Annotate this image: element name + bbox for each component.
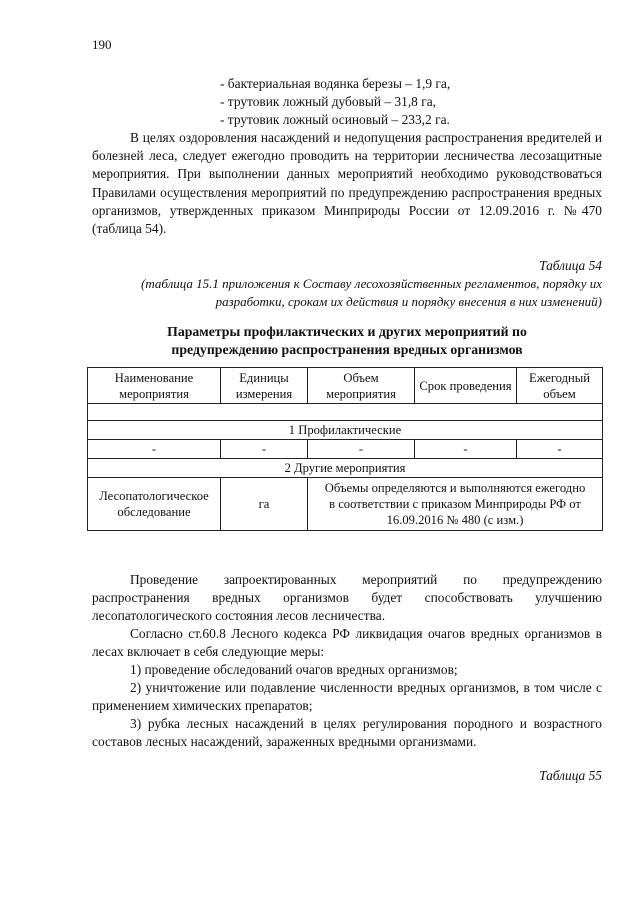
table-cell: - [88, 440, 221, 459]
spacer-cell [88, 404, 603, 421]
table54-title-line2: предупреждению распространения вредных организмов [171, 342, 523, 357]
table54-title-line1: Параметры профилактических и других мероприятий по [167, 324, 527, 339]
list-item: - бактериальная водянка березы – 1,9 га, [220, 76, 451, 91]
header-cell: Единицы измерения [221, 368, 308, 404]
section-row [88, 421, 603, 440]
table-header-row [88, 368, 603, 404]
table-cell: - [415, 440, 517, 459]
list-item: - трутовик ложный осиновый – 233,2 га. [220, 112, 450, 128]
table54-note: (таблица 15.1 приложения к Составу лесохозяйственных регламентов, порядку их разработки, срокам их действия и порядку внесения в них изменений) [141, 276, 602, 309]
table55-label: Таблица 55 [539, 768, 602, 783]
measure-item: 3) рубка лесных насаждений в целях регулирования породного и возрастного составов лесных насаждений, зараженных вредными организмами. [92, 716, 602, 750]
measures-table [87, 367, 603, 531]
table-cell: - [221, 440, 308, 459]
section-cell: 2 Другие мероприятия [88, 459, 603, 478]
disease-list [220, 75, 450, 130]
section-row [88, 459, 603, 478]
paragraph-forest-code: Согласно ст.60.8 Лесного кодекса РФ ликвидация очагов вредных организмов в лесах включает в себя следующие меры: [92, 626, 602, 660]
table-cell: - [517, 440, 603, 459]
header-cell: Срок проведения [415, 368, 517, 404]
paragraph-prevention: Проведение запроектированных мероприятий по предупреждению распространения вредных организмов будет способствовать улучшению лесопатологического состояния лесов лесничества. [92, 572, 602, 624]
table-cell: га [221, 478, 308, 531]
page-number: 190 [92, 37, 112, 52]
measure-item: 2) уничтожение или подавление численности вредных организмов, в том числе с применением химических препаратов; [92, 680, 602, 714]
list-item: - трутовик ложный дубовый – 31,8 га, [220, 94, 437, 110]
table-cell: - [308, 440, 415, 459]
table-cell: Объемы определяются и выполняются ежегодно в соответствии с приказом Минприроды РФ от 16.09.2016 № 480 (с изм.) [308, 478, 603, 531]
table-row [88, 478, 603, 531]
header-cell: Наименование мероприятия [88, 368, 221, 404]
section-cell: 1 Профилактические [88, 421, 603, 440]
header-cell: Ежегодный объем [517, 368, 603, 404]
table-cell: Лесопатологическое обследование [88, 478, 221, 531]
intro-paragraph: В целях оздоровления насаждений и недопущения распространения вредителей и болезней леса, следует ежегодно проводить на территории лесничества лесозащитные мероприятия. При выполнении данных мероприятий необходимо руководствоваться Правилами осуществления мероприятий по предупреждению распространения вредных организмов, утвержденных приказом Минприроды России от 12.09.2016 г. №470 (таблица 54). [92, 130, 602, 237]
table-spacer-row [88, 404, 603, 421]
table54-label: Таблица 54 [539, 258, 602, 273]
table-row [88, 440, 603, 459]
header-cell: Объем мероприятия [308, 368, 415, 404]
measure-item: 1) проведение обследований очагов вредных организмов; [130, 662, 458, 677]
